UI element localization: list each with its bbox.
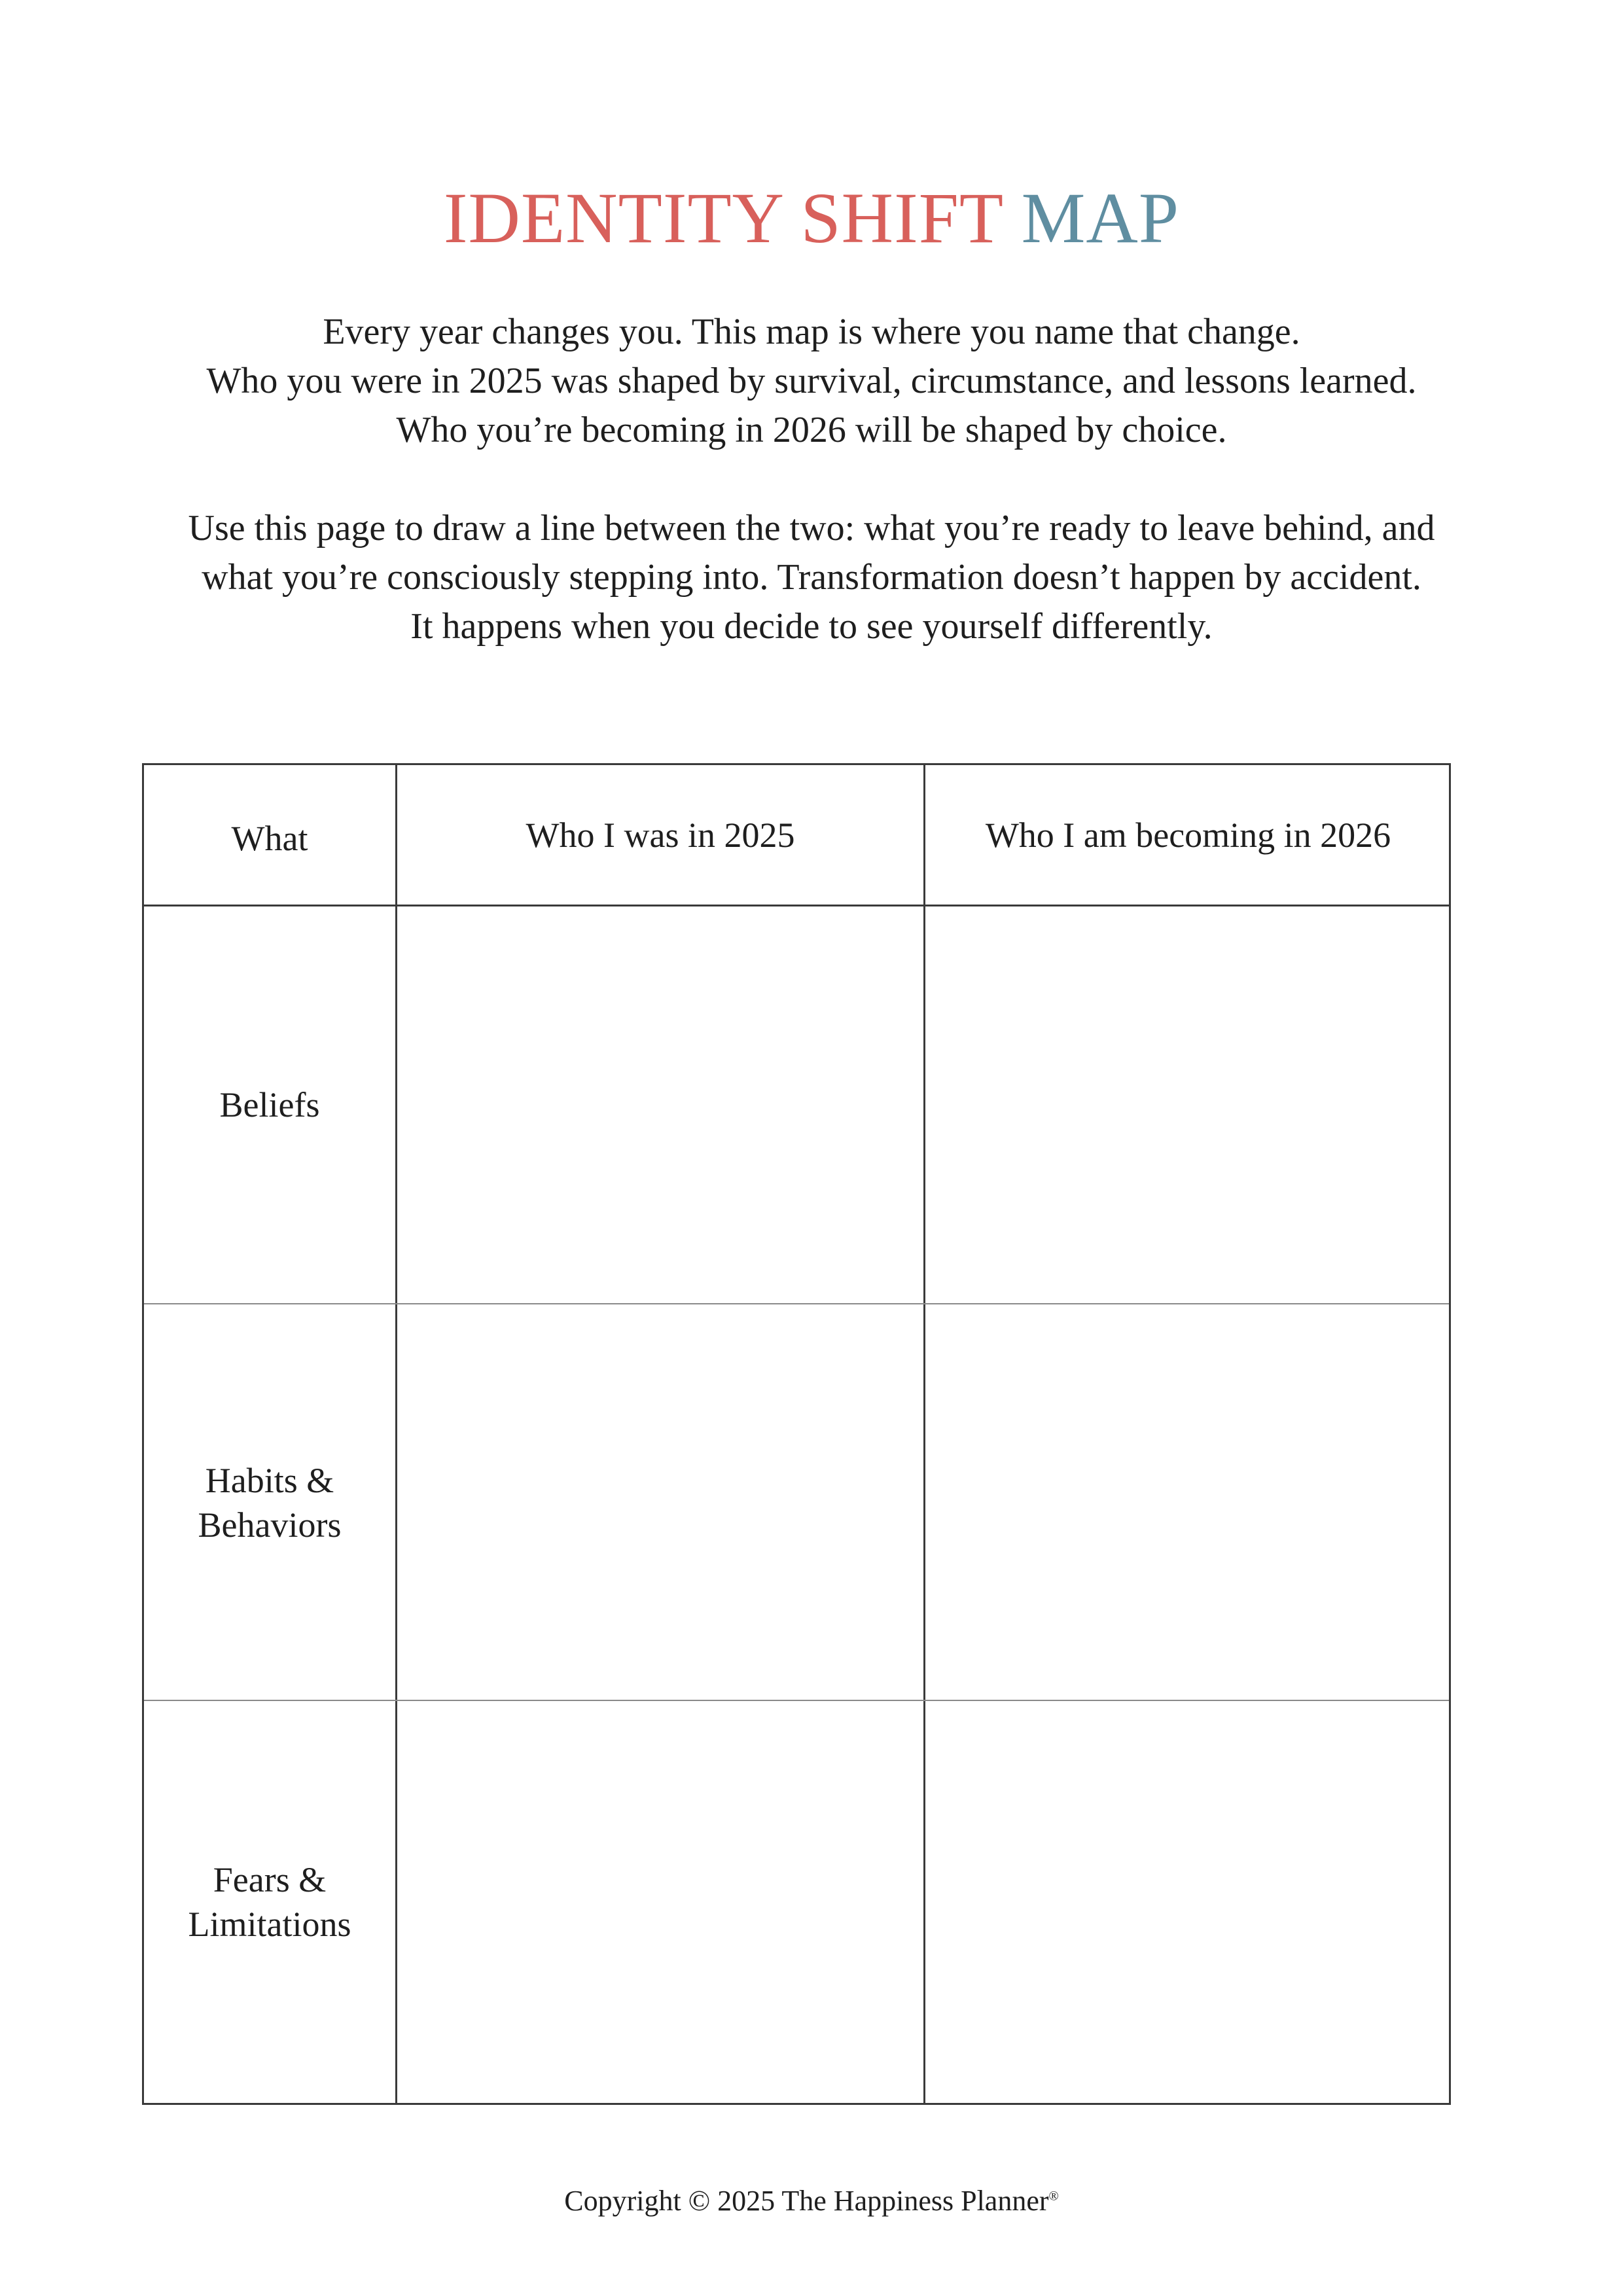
identity-shift-table [142,763,1451,2105]
page-title [0,175,1623,260]
row-label-text: Fears & [213,1860,327,1899]
title-part-identity-shift: IDENTITY SHIFT [443,178,1022,258]
intro-line: Who you were in 2025 was shaped by survival, circumstance, and lessons learned. [206,361,1417,401]
copyright-footer [0,2183,1623,2219]
beliefs-2025-cell[interactable] [397,906,923,1303]
intro-paragraph-2 [0,504,1623,651]
habits-2026-cell[interactable] [925,1305,1451,1700]
fears-2025-cell[interactable] [397,1701,923,2103]
intro-line: Every year changes you. This map is where you name that change. [323,312,1300,352]
registered-mark: ® [1048,2189,1059,2204]
row-label-beliefs [144,906,395,1303]
title-part-map: MAP [1021,178,1180,258]
copyright-text: Copyright © 2025 The Happiness Planner [564,2185,1049,2217]
table-divider [144,1303,1449,1304]
row-label-text: Habits & [205,1460,334,1500]
beliefs-2026-cell[interactable] [925,906,1451,1303]
row-label-habits-behaviors [144,1305,395,1700]
intro-paragraph-1 [0,308,1623,455]
intro-line: Use this page to draw a line between the two: what you’re ready to leave behind, and [188,508,1435,548]
column-header-2026: Who I am becoming in 2026 [985,815,1391,855]
intro-line: It happens when you decide to see yourself differently. [410,606,1213,647]
row-label-text: Limitations [188,1905,351,1944]
habits-2025-cell[interactable] [397,1305,923,1700]
row-label-text: Beliefs [219,1085,320,1124]
intro-line: what you’re consciously stepping into. Transformation doesn’t happen by accident. [202,557,1421,598]
row-label-fears-limitations [144,1701,395,2103]
column-header-2025: Who I was in 2025 [526,815,795,855]
row-label-text: Behaviors [198,1505,342,1545]
column-header-what: What [231,818,308,858]
fears-2026-cell[interactable] [925,1701,1451,2103]
intro-line: Who you’re becoming in 2026 will be shaped by choice. [396,410,1227,450]
